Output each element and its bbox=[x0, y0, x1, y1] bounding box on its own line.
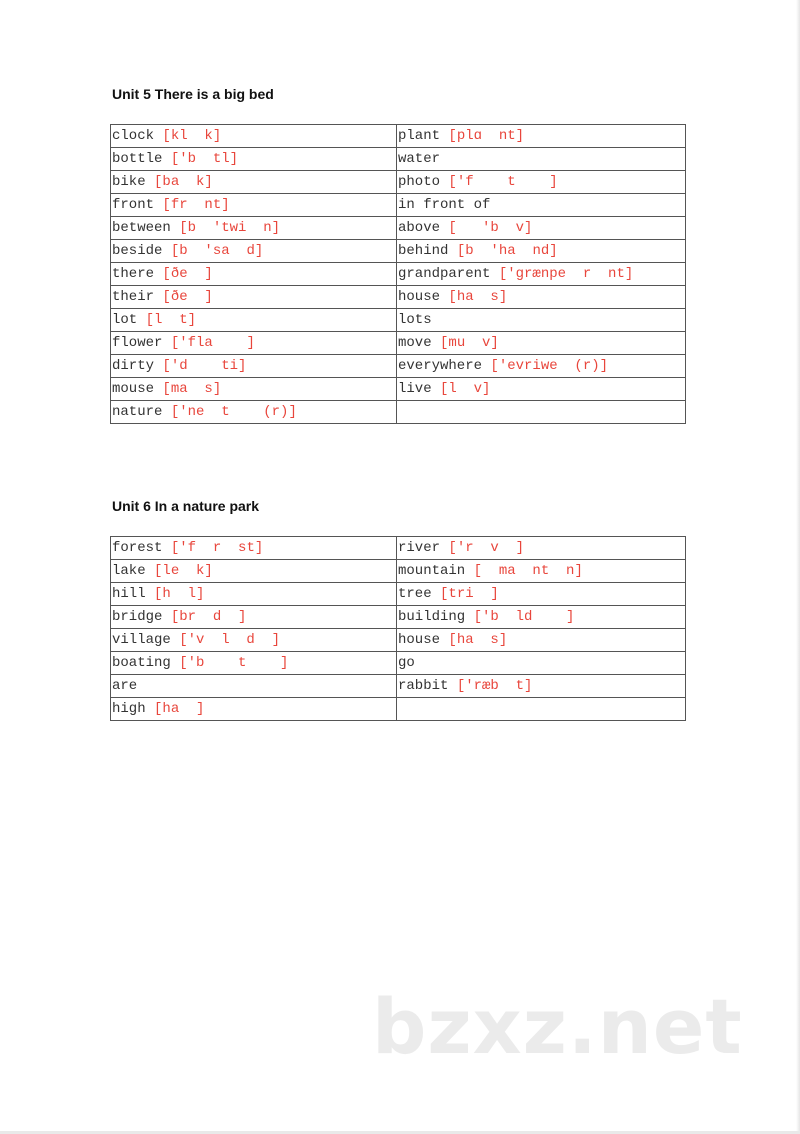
vocab-cell bbox=[111, 263, 397, 286]
vocab-word: photo bbox=[398, 174, 441, 190]
vocab-cell bbox=[397, 675, 686, 698]
vocab-word: front bbox=[112, 197, 155, 213]
vocab-word: there bbox=[112, 266, 155, 282]
table-row bbox=[111, 652, 686, 675]
table-row bbox=[111, 286, 686, 309]
vocab-word: mountain bbox=[398, 563, 466, 579]
table-row bbox=[111, 378, 686, 401]
vocab-word: building bbox=[398, 609, 466, 625]
vocab-cell bbox=[397, 148, 686, 171]
unit5-title: Unit 5 There is a big bed bbox=[112, 86, 274, 102]
vocab-cell bbox=[111, 560, 397, 583]
vocab-word: house bbox=[398, 632, 441, 648]
table-row bbox=[111, 560, 686, 583]
vocab-cell bbox=[397, 309, 686, 332]
vocab-cell bbox=[397, 629, 686, 652]
vocab-phonetic: ['b ld ] bbox=[473, 609, 575, 625]
vocab-cell bbox=[397, 217, 686, 240]
table-row bbox=[111, 537, 686, 560]
vocab-word: behind bbox=[398, 243, 449, 259]
vocab-word: tree bbox=[398, 586, 432, 602]
table-row bbox=[111, 171, 686, 194]
vocab-cell bbox=[397, 194, 686, 217]
vocab-word: lake bbox=[112, 563, 146, 579]
vocab-cell bbox=[111, 675, 397, 698]
vocab-phonetic: [le k] bbox=[154, 563, 213, 579]
vocab-word: water bbox=[398, 151, 441, 167]
vocab-phonetic: [ðe ] bbox=[162, 266, 213, 282]
table-row bbox=[111, 629, 686, 652]
vocab-phonetic: [ðe ] bbox=[162, 289, 213, 305]
table-row bbox=[111, 148, 686, 171]
vocab-phonetic: [fr nt] bbox=[162, 197, 230, 213]
vocab-word: flower bbox=[112, 335, 163, 351]
vocab-word: nature bbox=[112, 404, 163, 420]
vocab-word: lots bbox=[398, 312, 432, 328]
vocab-phonetic: [ ma nt n] bbox=[473, 563, 583, 579]
vocab-word: beside bbox=[112, 243, 163, 259]
vocab-cell bbox=[397, 240, 686, 263]
vocab-phonetic: [b 'sa d] bbox=[170, 243, 264, 259]
table-row bbox=[111, 698, 686, 721]
vocab-cell bbox=[111, 194, 397, 217]
table-row bbox=[111, 675, 686, 698]
vocab-phonetic: [b 'ha nd] bbox=[456, 243, 558, 259]
vocab-phonetic: [h l] bbox=[154, 586, 205, 602]
table-row bbox=[111, 401, 686, 424]
vocab-word: everywhere bbox=[398, 358, 483, 374]
vocab-word: river bbox=[398, 540, 441, 556]
vocab-cell bbox=[397, 171, 686, 194]
vocab-word: above bbox=[398, 220, 441, 236]
vocab-phonetic: [br d ] bbox=[170, 609, 247, 625]
vocab-word: between bbox=[112, 220, 171, 236]
vocab-phonetic: [ba k] bbox=[154, 174, 213, 190]
vocab-word: village bbox=[112, 632, 171, 648]
vocab-phonetic: [l v] bbox=[440, 381, 491, 397]
vocab-phonetic: ['grænpe r nt] bbox=[498, 266, 634, 282]
watermark: bzxz.net bbox=[372, 982, 743, 1071]
vocab-cell bbox=[111, 652, 397, 675]
unit5-vocabulary-table bbox=[110, 124, 686, 424]
vocab-cell bbox=[397, 355, 686, 378]
vocab-word: forest bbox=[112, 540, 163, 556]
vocab-cell bbox=[397, 378, 686, 401]
vocab-cell bbox=[397, 583, 686, 606]
vocab-word: bridge bbox=[112, 609, 163, 625]
table-row bbox=[111, 125, 686, 148]
vocab-cell bbox=[397, 606, 686, 629]
vocab-cell bbox=[111, 171, 397, 194]
vocab-word: rabbit bbox=[398, 678, 449, 694]
vocab-word: bottle bbox=[112, 151, 163, 167]
vocab-phonetic: [b 'twi n] bbox=[179, 220, 281, 236]
vocab-cell bbox=[397, 560, 686, 583]
vocab-phonetic: ['ræb t] bbox=[456, 678, 533, 694]
vocab-cell bbox=[111, 629, 397, 652]
vocab-phonetic: [ha s] bbox=[448, 289, 508, 305]
vocab-word: house bbox=[398, 289, 441, 305]
vocab-phonetic: [kl k] bbox=[162, 128, 222, 144]
vocab-cell bbox=[397, 332, 686, 355]
vocab-word: their bbox=[112, 289, 155, 305]
vocab-word: boating bbox=[112, 655, 171, 671]
table-row bbox=[111, 194, 686, 217]
table-row bbox=[111, 583, 686, 606]
vocab-word: in front of bbox=[398, 197, 491, 213]
page-edge-right bbox=[796, 0, 800, 1134]
vocab-cell bbox=[397, 401, 686, 424]
vocab-phonetic: ['evriwe (r)] bbox=[490, 358, 609, 374]
vocab-phonetic: ['b tl] bbox=[170, 151, 239, 167]
vocab-cell bbox=[111, 240, 397, 263]
table-row bbox=[111, 332, 686, 355]
vocab-word: lot bbox=[112, 312, 138, 328]
vocab-cell bbox=[111, 355, 397, 378]
vocab-cell bbox=[111, 698, 397, 721]
vocab-phonetic: [plɑ nt] bbox=[448, 128, 525, 144]
vocab-phonetic: ['ne t (r)] bbox=[170, 404, 297, 420]
vocab-phonetic: [ 'b v] bbox=[448, 220, 533, 236]
vocab-word: plant bbox=[398, 128, 441, 144]
vocab-phonetic: ['f t ] bbox=[448, 174, 558, 190]
vocab-cell bbox=[111, 583, 397, 606]
vocab-cell bbox=[397, 125, 686, 148]
vocab-phonetic: ['v l d ] bbox=[179, 632, 281, 648]
table-row bbox=[111, 606, 686, 629]
table-row bbox=[111, 355, 686, 378]
vocab-cell bbox=[111, 401, 397, 424]
vocab-cell bbox=[111, 378, 397, 401]
vocab-word: live bbox=[398, 381, 432, 397]
vocab-phonetic: [mu v] bbox=[440, 335, 499, 351]
vocab-cell bbox=[111, 125, 397, 148]
vocab-word: clock bbox=[112, 128, 155, 144]
vocab-word: are bbox=[112, 678, 138, 694]
vocab-word: go bbox=[398, 655, 415, 671]
vocab-cell bbox=[397, 263, 686, 286]
vocab-phonetic: [l t] bbox=[145, 312, 197, 328]
vocab-word: dirty bbox=[112, 358, 155, 374]
vocab-cell bbox=[397, 286, 686, 309]
vocab-phonetic: [ha ] bbox=[154, 701, 205, 717]
vocab-cell bbox=[111, 332, 397, 355]
vocab-cell bbox=[397, 652, 686, 675]
unit6-vocabulary-table bbox=[110, 536, 686, 721]
vocab-word: bike bbox=[112, 174, 146, 190]
vocab-word: move bbox=[398, 335, 432, 351]
vocab-phonetic: ['f r st] bbox=[170, 540, 264, 556]
table-row bbox=[111, 217, 686, 240]
vocab-cell bbox=[111, 537, 397, 560]
table-row bbox=[111, 309, 686, 332]
vocab-cell bbox=[397, 537, 686, 560]
vocab-phonetic: ['fla ] bbox=[170, 335, 255, 351]
table-row bbox=[111, 263, 686, 286]
vocab-cell bbox=[111, 217, 397, 240]
unit6-title: Unit 6 In a nature park bbox=[112, 498, 260, 514]
vocab-cell bbox=[111, 606, 397, 629]
vocab-phonetic: [ma s] bbox=[162, 381, 222, 397]
vocab-phonetic: [ha s] bbox=[448, 632, 508, 648]
vocab-phonetic: ['d ti] bbox=[162, 358, 247, 374]
vocab-word: mouse bbox=[112, 381, 155, 397]
vocab-word: grandparent bbox=[398, 266, 491, 282]
table-row bbox=[111, 240, 686, 263]
vocab-word: high bbox=[112, 701, 146, 717]
vocab-phonetic: [tri ] bbox=[440, 586, 499, 602]
vocab-phonetic: ['r v ] bbox=[448, 540, 525, 556]
vocab-cell bbox=[111, 148, 397, 171]
vocab-cell bbox=[111, 286, 397, 309]
vocab-cell bbox=[397, 698, 686, 721]
vocab-cell bbox=[111, 309, 397, 332]
vocab-phonetic: ['b t ] bbox=[179, 655, 289, 671]
vocab-word: hill bbox=[112, 586, 146, 602]
